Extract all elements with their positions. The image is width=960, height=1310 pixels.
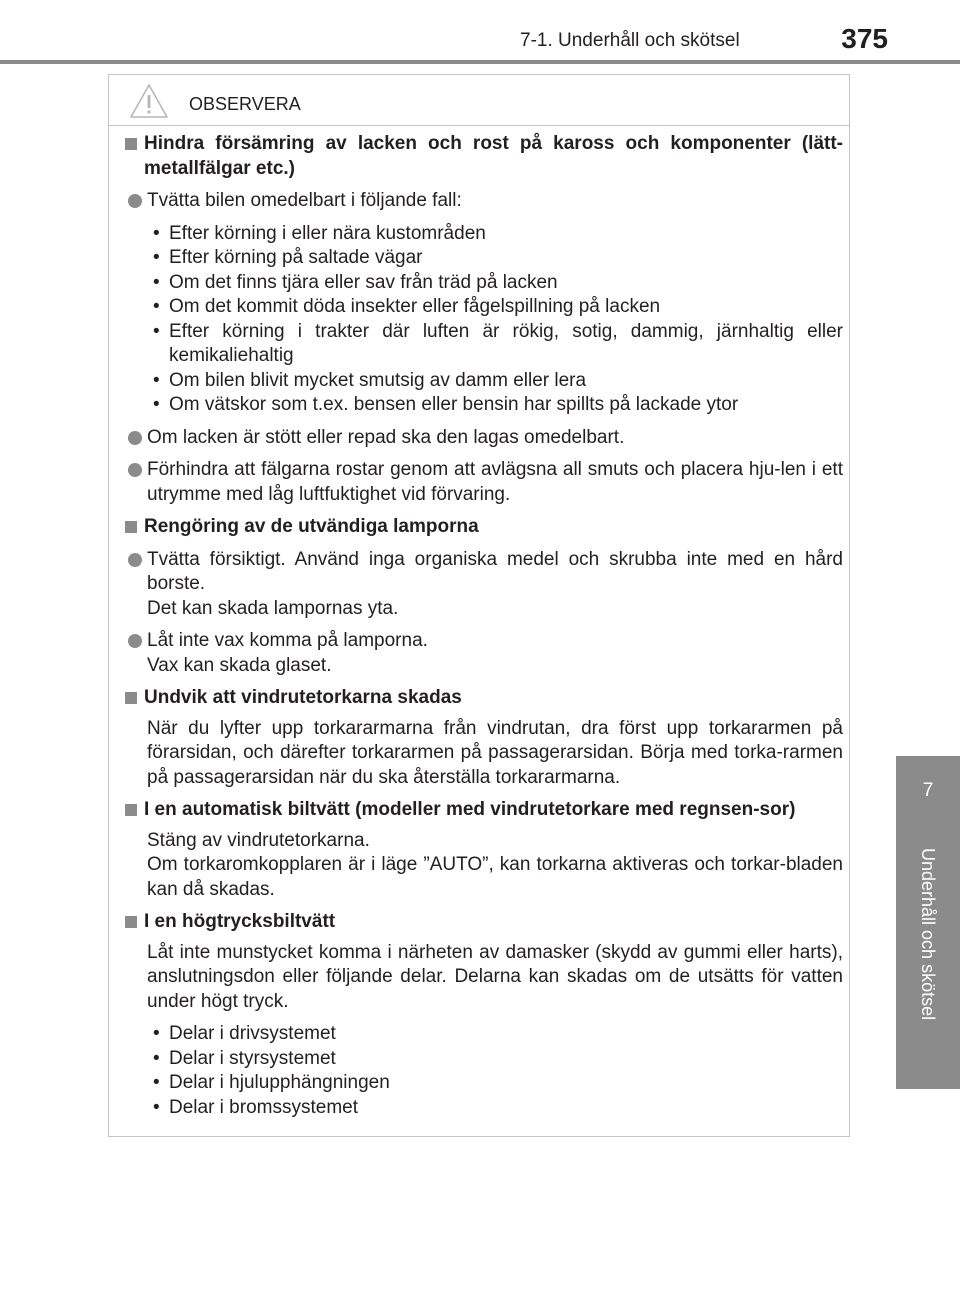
warning-triangle-icon	[129, 83, 169, 119]
page-number: 375	[841, 23, 888, 54]
list-item: • Delar i hjulupphängningen	[153, 1072, 390, 1093]
chapter-side-tab	[896, 756, 960, 1089]
section-text: När du lyfter upp torkararmarna från vindrutan, dra först upp torkararmen på förarsidan, och därefter torkararmen på passagerarsidan. Börja med torka-rarmen på passagerarsidan när du ska återställa torkararmarna.	[147, 717, 843, 788]
point: Om lacken är stött eller repad ska den lagas omedelbart.	[125, 426, 843, 451]
circle-bullet-icon	[128, 634, 142, 648]
section-heading: Undvik att vindrutetorkarna skadas	[125, 686, 843, 711]
chapter-title: 7-1. Underhåll och skötsel	[520, 30, 740, 51]
header-rule	[0, 60, 960, 64]
square-bullet-icon	[125, 804, 137, 816]
section-heading: Rengöring av de utvändiga lamporna	[125, 515, 843, 540]
circle-bullet-icon	[128, 553, 142, 567]
notice-divider	[109, 125, 849, 126]
list-item: • Efter körning i eller nära kustområden	[153, 222, 486, 244]
point: Förhindra att fälgarna rostar genom att avlägsna all smuts och placera hju-len i ett utrymme med låg luftfuktighet vid förvaring.	[125, 458, 843, 507]
square-bullet-icon	[125, 521, 137, 533]
circle-bullet-icon	[128, 463, 142, 477]
section-text: Stäng av vindrutetorkarna. Om torkaromkopplaren är i läge ”AUTO”, kan torkarna aktiveras och torkar-bladen kan då skadas.	[147, 829, 843, 900]
point: Låt inte vax komma på lamporna. Vax kan skada glaset.	[125, 629, 843, 678]
square-bullet-icon	[125, 692, 137, 704]
section-heading: I en automatisk biltvätt (modeller med vindrutetorkare med regnsen-sor)	[125, 798, 843, 823]
list-item: • Om det finns tjära eller sav från träd på lacken	[153, 271, 558, 293]
bullet-list	[125, 1022, 843, 1120]
list-item: • Om det kommit döda insekter eller fågelspillning på lacken	[153, 296, 661, 317]
list-item: • Om vätskor som t.ex. bensen eller bensin har spillts på lackade ytor	[153, 394, 739, 415]
chapter-number: 7	[922, 780, 934, 801]
bullet-list	[125, 222, 843, 418]
notice-content	[125, 132, 843, 1120]
notice-box	[108, 74, 850, 1137]
square-bullet-icon	[125, 916, 137, 928]
list-item: • Efter körning i trakter där luften är rökig, sotig, dammig, järnhaltig eller kemikaliehaltig	[153, 320, 843, 366]
list-item: • Efter körning på saltade vägar	[153, 247, 423, 268]
list-item: • Delar i bromssystemet	[153, 1096, 358, 1118]
list-item: • Om bilen blivit mycket smutsig av damm eller lera	[153, 369, 587, 391]
list-item: • Delar i drivsystemet	[153, 1023, 336, 1044]
section-heading: I en högtrycksbiltvätt	[125, 910, 843, 935]
square-bullet-icon	[125, 138, 137, 150]
section-heading: Hindra försämring av lacken och rost på kaross och komponenter (lätt-metallfälgar etc.)	[125, 132, 843, 181]
notice-title: OBSERVERA	[189, 94, 301, 114]
point: Tvätta bilen omedelbart i följande fall:	[125, 189, 843, 214]
circle-bullet-icon	[128, 194, 142, 208]
chapter-label: Underhåll och skötsel	[918, 848, 938, 1021]
circle-bullet-icon	[128, 431, 142, 445]
list-item: • Delar i styrsystemet	[153, 1047, 336, 1069]
section-text: Låt inte munstycket komma i närheten av damasker (skydd av gummi eller harts), anslutningsdon eller följande delar. Delarna kan skadas om de utsätts för vatten under högt tryck.	[147, 941, 843, 1012]
point: Tvätta försiktigt. Använd inga organiska medel och skrubba inte med en hård borste. Det kan skada lampornas yta.	[125, 548, 843, 622]
